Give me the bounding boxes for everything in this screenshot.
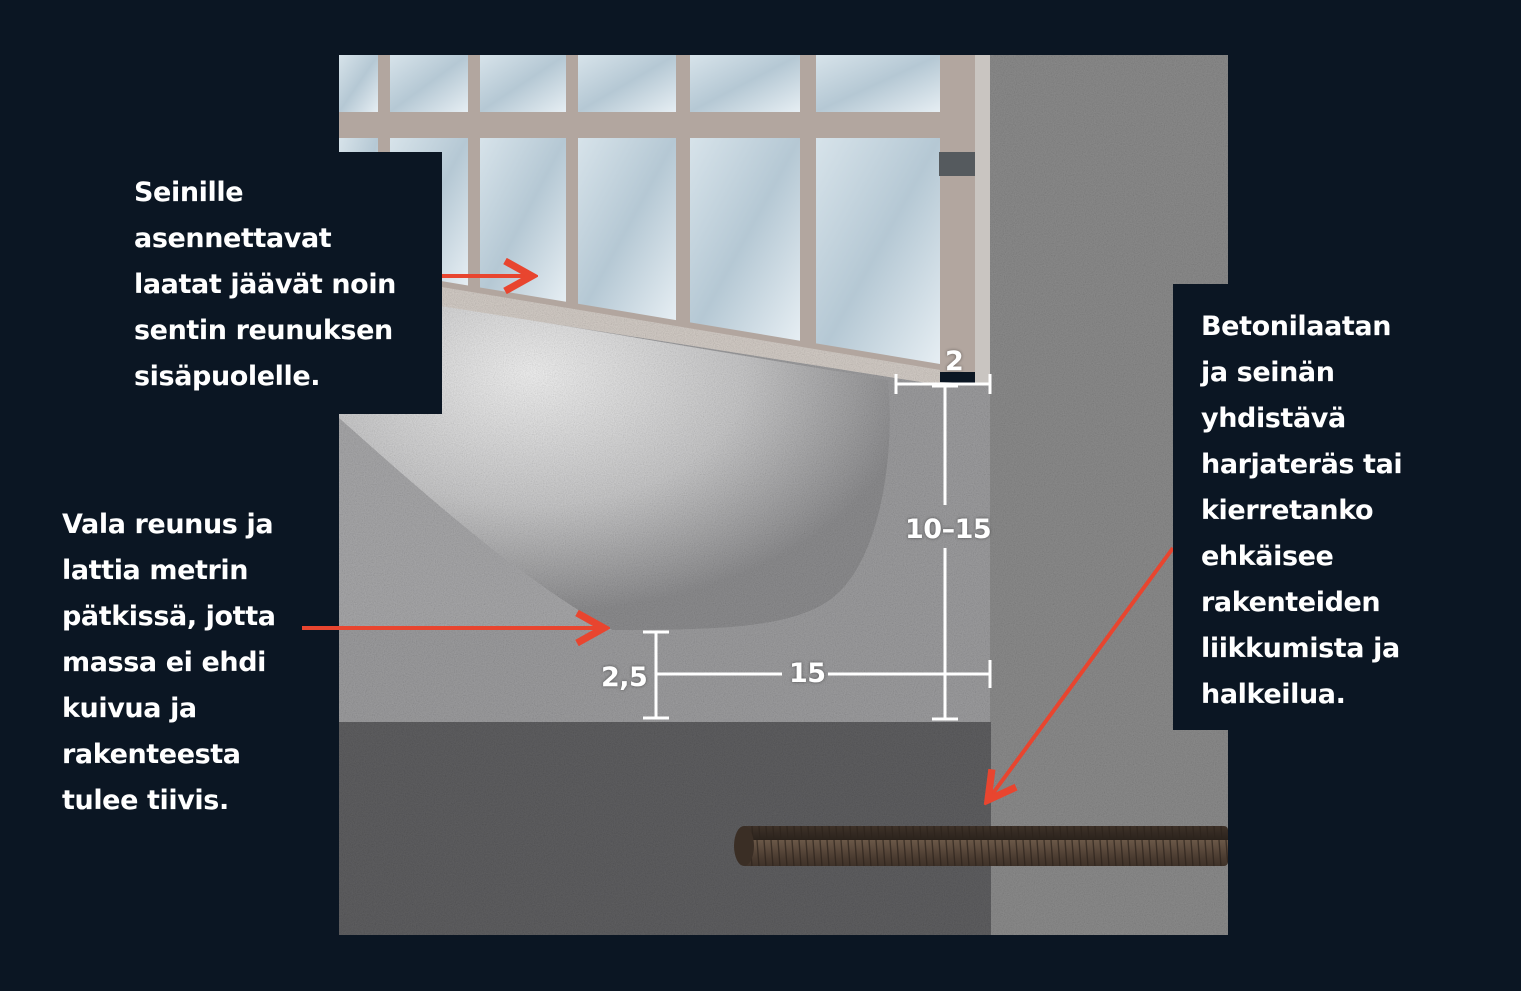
callout-rebar-line: harjateräs tai: [1201, 449, 1403, 480]
callout-rebar-line: ehkäisee: [1201, 541, 1334, 572]
dimension-floor-rise: 2,5: [601, 662, 648, 693]
glass-tile: [390, 55, 468, 112]
callout-tiles-line: asennettavat: [134, 223, 332, 254]
callout-pour-line: lattia metrin: [62, 555, 249, 586]
glass-tile: [816, 138, 940, 364]
glass-tile: [690, 55, 800, 112]
glass-tile: [578, 138, 676, 320]
glass-tile: [578, 55, 676, 112]
glass-tile: [480, 55, 566, 112]
callout-tiles-line: Seinille: [134, 177, 244, 208]
glass-tile: [339, 55, 378, 112]
callout-rebar-line: kierretanko: [1201, 495, 1374, 526]
callout-rebar-line: halkeilua.: [1201, 679, 1346, 710]
callout-pour-line: pätkissä, jotta: [62, 601, 276, 632]
callout-pour: [40, 500, 302, 830]
callout-tiles: [60, 152, 442, 414]
callout-pour-line: kuivua ja: [62, 693, 197, 724]
callout-pour-line: rakenteesta: [62, 739, 241, 770]
callout-pour-line: tulee tiivis.: [62, 785, 229, 816]
callout-pour-line: massa ei ehdi: [62, 647, 266, 678]
callout-rebar: [1173, 284, 1503, 730]
glass-tile: [816, 55, 940, 112]
glass-tile: [690, 138, 800, 341]
callout-tiles-line: sisäpuolelle.: [134, 361, 321, 392]
callout-pour-line: Vala reunus ja: [62, 509, 274, 540]
callout-tiles-line: sentin reunuksen: [134, 315, 393, 346]
dimension-curb-height: 10–15: [905, 514, 992, 545]
callout-rebar-line: rakenteiden: [1201, 587, 1381, 618]
callout-tiles-line: laatat jäävät noin: [134, 269, 396, 300]
dimension-tile-offset: 2: [945, 346, 964, 377]
rebar: [734, 826, 1228, 866]
dimension-curb-width: 15: [789, 658, 826, 689]
callout-rebar-line: yhdistävä: [1201, 403, 1346, 434]
callout-rebar-line: Betonilaatan: [1201, 311, 1392, 342]
callout-rebar-line: ja seinän: [1201, 357, 1335, 388]
callout-rebar-line: liikkumista ja: [1201, 633, 1400, 664]
